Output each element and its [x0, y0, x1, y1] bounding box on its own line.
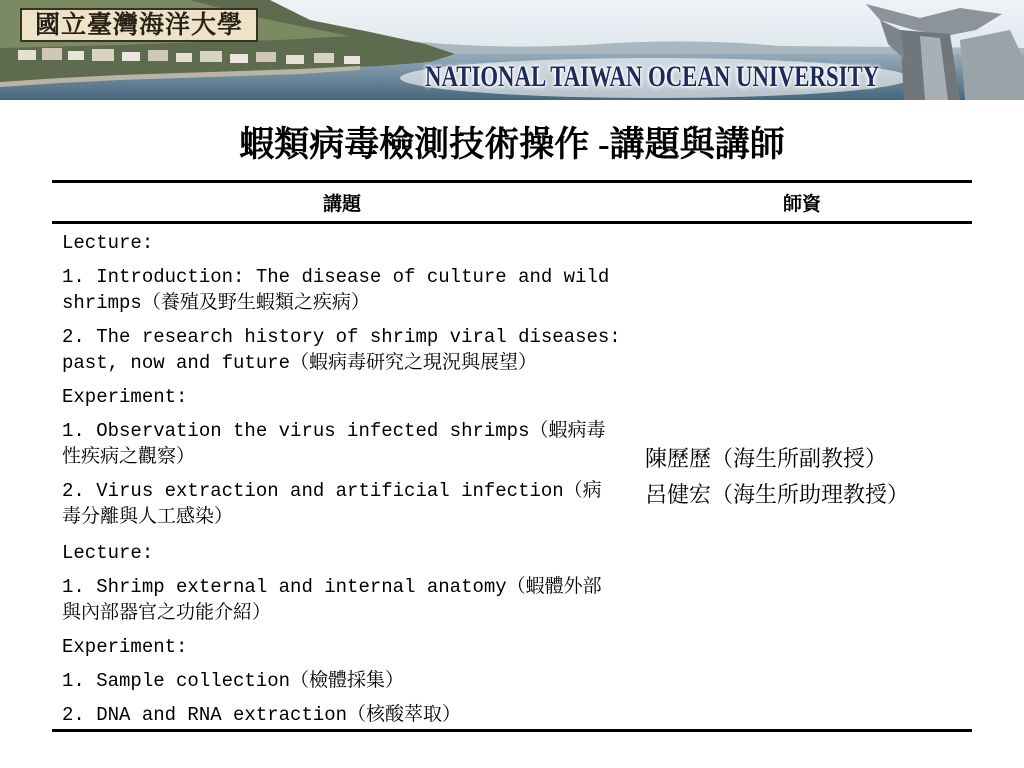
- section-heading: Experiment:: [62, 636, 188, 658]
- topic-item: [62, 668, 632, 694]
- topic-line: 1. Sample collection（檢體採集）: [62, 670, 405, 692]
- table-body: [52, 224, 972, 729]
- topic-line: past, now and future（蝦病毒研究之現況與展望）: [62, 352, 538, 374]
- topic-line: 2. The research history of shrimp viral diseases:: [62, 326, 621, 348]
- topic-line: 2. DNA and RNA extraction（核酸萃取）: [62, 704, 462, 726]
- section-heading-block: [62, 540, 632, 566]
- section-heading: Lecture:: [62, 542, 154, 564]
- topic-section: [62, 540, 632, 626]
- slide-title: 蝦類病毒檢測技術操作 -講題與講師: [239, 125, 785, 164]
- university-logo-english: NATIONAL TAIWAN OCEAN UNIVERSITY: [425, 60, 880, 93]
- section-heading: Lecture:: [62, 232, 154, 254]
- topic-line: 與內部器官之功能介紹）: [62, 602, 272, 624]
- instructors-cell: [632, 224, 972, 729]
- topic-row: [62, 540, 632, 728]
- topic-item: [62, 264, 632, 316]
- topic-item: [62, 702, 632, 728]
- topic-line: shrimps（養殖及野生蝦類之疾病）: [62, 292, 370, 314]
- header-topic: 講題: [322, 193, 361, 215]
- topic-section: [62, 634, 632, 728]
- topic-item: [62, 324, 632, 376]
- topic-line: 2. Virus extraction and artificial infection（病: [62, 480, 602, 502]
- topic-item: [62, 478, 632, 530]
- section-heading-block: [62, 384, 632, 410]
- university-banner: [0, 0, 1024, 100]
- topic-line: 1. Introduction: The disease of culture and wild: [62, 266, 610, 288]
- topic-line: 性疾病之觀察）: [62, 446, 196, 468]
- topic-line: 1. Shrimp external and internal anatomy（蝦體外部: [62, 576, 602, 598]
- topic-item: [62, 574, 632, 626]
- topic-row: [62, 230, 632, 530]
- instructor-name: 呂健宏（海生所助理教授）: [645, 481, 910, 507]
- university-logo-chinese: 國立臺灣海洋大學: [20, 8, 258, 42]
- section-heading: Experiment:: [62, 386, 188, 408]
- section-heading-block: [62, 230, 632, 256]
- topics-cell: [52, 224, 632, 729]
- topic-section: [62, 384, 632, 530]
- header-instructor: 師資: [782, 193, 821, 215]
- instructor-name: 陳歷歷（海生所副教授）: [645, 445, 888, 471]
- table-header-row: [52, 183, 972, 224]
- topic-item: [62, 418, 632, 470]
- topic-line: 毒分離與人工感染）: [62, 506, 234, 528]
- topic-section: [62, 230, 632, 376]
- topic-line: 1. Observation the virus infected shrimps（蝦病毒: [62, 420, 606, 442]
- course-table: [52, 180, 972, 732]
- section-heading-block: [62, 634, 632, 660]
